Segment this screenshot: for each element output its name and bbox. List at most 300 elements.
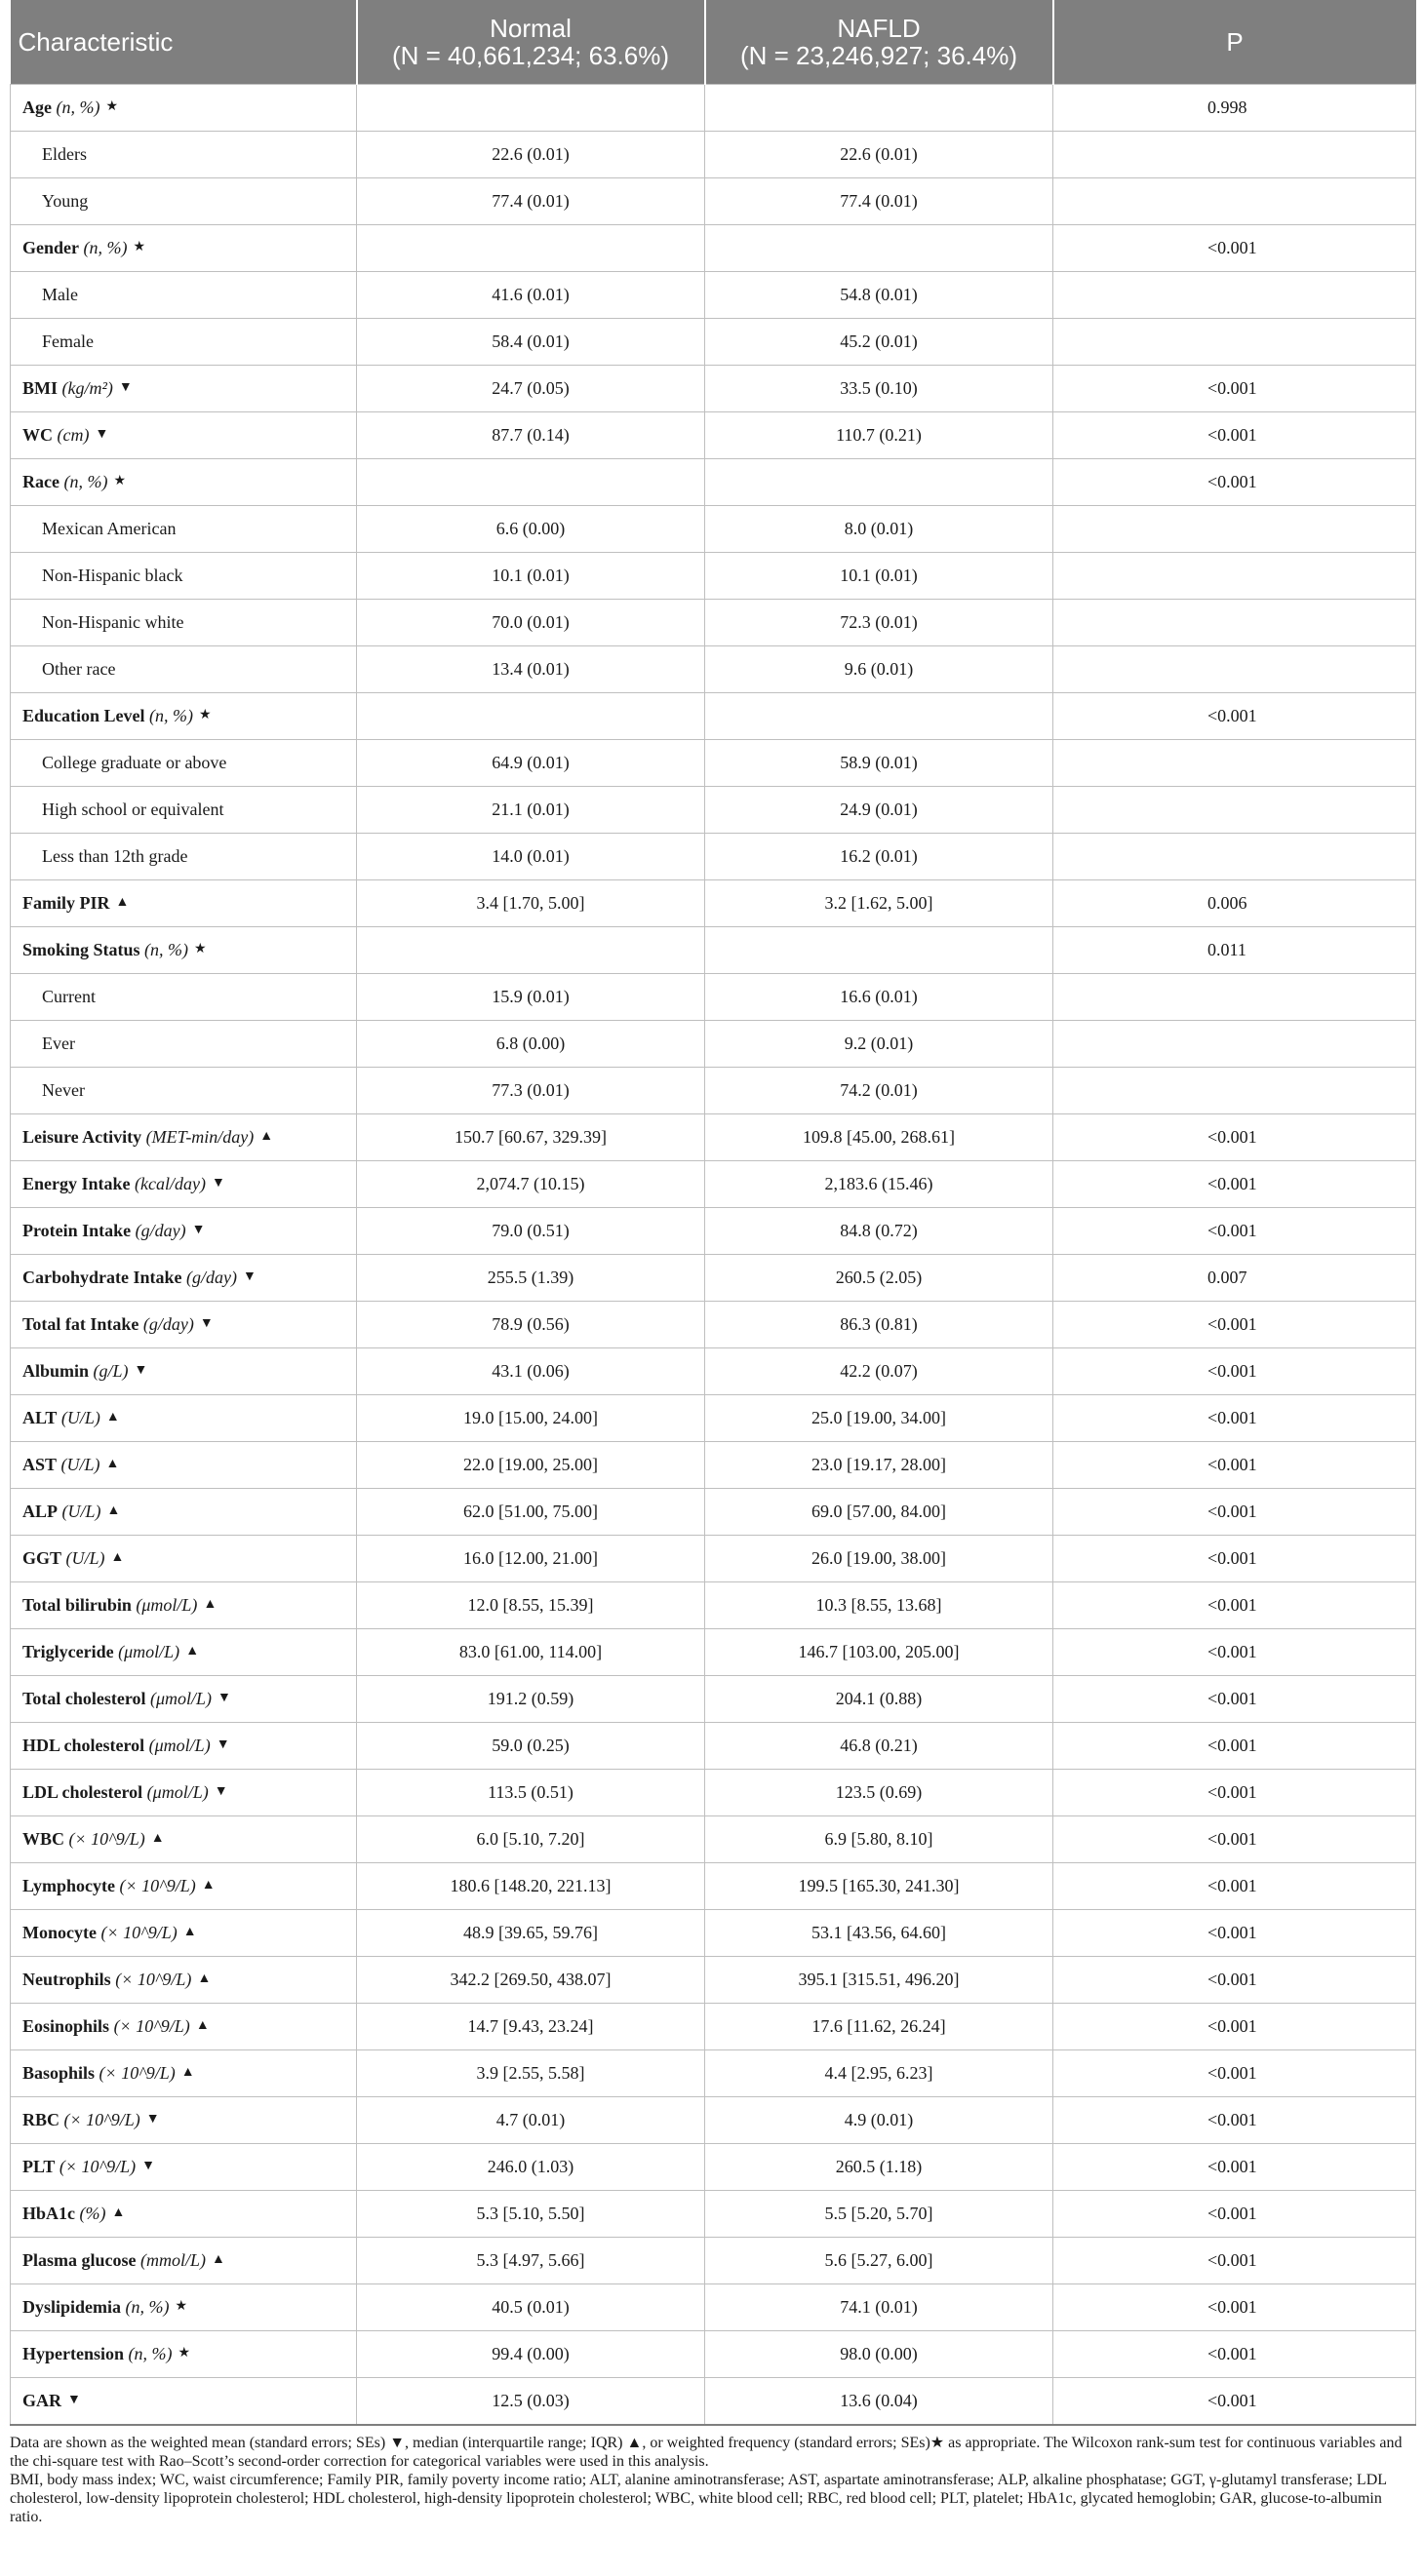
table-row [11, 1629, 1416, 1676]
normal-value-cell: 62.0 [51.00, 75.00] [357, 1489, 705, 1536]
table-body [11, 85, 1416, 2426]
normal-value-cell [357, 225, 705, 272]
row-characteristic-cell [11, 506, 357, 553]
variable-unit: (%) [79, 2204, 106, 2223]
variable-unit: (n, %) [83, 238, 128, 257]
nafld-value-cell: 204.1 (0.88) [705, 1676, 1053, 1723]
statistic-marker-icon: ▼ [191, 1223, 206, 1237]
table-row [11, 2331, 1416, 2378]
subcategory-label: Male [42, 285, 78, 304]
nafld-value-cell: 109.8 [45.00, 268.61] [705, 1114, 1053, 1161]
table-row [11, 2191, 1416, 2238]
normal-value-cell: 14.0 (0.01) [357, 834, 705, 880]
variable-name: PLT [22, 2157, 56, 2176]
statistic-marker-icon: ▲ [106, 1503, 121, 1518]
header-normal-title: Normal [490, 14, 572, 43]
nafld-value-cell: 77.4 (0.01) [705, 178, 1053, 225]
statistic-marker-icon: ★ [199, 708, 212, 722]
variable-unit: (kg/m²) [61, 378, 113, 398]
nafld-value-cell: 74.2 (0.01) [705, 1068, 1053, 1114]
p-value-cell: <0.001 [1053, 1582, 1416, 1629]
normal-value-cell: 10.1 (0.01) [357, 553, 705, 600]
p-value-cell [1053, 272, 1416, 319]
table-row [11, 85, 1416, 132]
p-value-cell: <0.001 [1053, 1816, 1416, 1863]
row-characteristic-cell [11, 2004, 357, 2050]
nafld-value-cell: 25.0 [19.00, 34.00] [705, 1395, 1053, 1442]
nafld-value-cell: 72.3 (0.01) [705, 600, 1053, 646]
row-characteristic-cell [11, 1770, 357, 1816]
table-row [11, 2378, 1416, 2426]
nafld-value-cell: 84.8 (0.72) [705, 1208, 1053, 1255]
normal-value-cell: 2,074.7 (10.15) [357, 1161, 705, 1208]
nafld-value-cell: 5.5 [5.20, 5.70] [705, 2191, 1053, 2238]
normal-value-cell: 77.3 (0.01) [357, 1068, 705, 1114]
statistic-marker-icon: ▼ [118, 380, 133, 395]
table-row [11, 132, 1416, 178]
normal-value-cell: 6.0 [5.10, 7.20] [357, 1816, 705, 1863]
row-characteristic-cell [11, 2144, 357, 2191]
variable-name: Race [22, 472, 59, 491]
normal-value-cell: 3.9 [2.55, 5.58] [357, 2050, 705, 2097]
nafld-value-cell: 6.9 [5.80, 8.10] [705, 1816, 1053, 1863]
variable-name: ALT [22, 1408, 58, 1427]
p-value-cell: <0.001 [1053, 2331, 1416, 2378]
table-row [11, 1348, 1416, 1395]
p-value-cell: <0.001 [1053, 1208, 1416, 1255]
statistic-marker-icon: ▲ [150, 1831, 165, 1846]
table-row [11, 787, 1416, 834]
variable-name: RBC [22, 2110, 60, 2129]
table-row [11, 1021, 1416, 1068]
row-characteristic-cell [11, 2191, 357, 2238]
row-characteristic-cell [11, 366, 357, 412]
nafld-value-cell [705, 225, 1053, 272]
statistic-marker-icon: ▲ [105, 1410, 120, 1425]
normal-value-cell: 12.5 (0.03) [357, 2378, 705, 2426]
table-row [11, 880, 1416, 927]
normal-value-cell: 43.1 (0.06) [357, 1348, 705, 1395]
p-value-cell [1053, 1021, 1416, 1068]
subcategory-label: Current [42, 987, 96, 1006]
normal-value-cell: 13.4 (0.01) [357, 646, 705, 693]
p-value-cell [1053, 506, 1416, 553]
p-value-cell: <0.001 [1053, 1302, 1416, 1348]
variable-unit: (g/day) [135, 1221, 186, 1240]
nafld-value-cell: 53.1 [43.56, 64.60] [705, 1910, 1053, 1957]
notes-methods: Data are shown as the weighted mean (standard errors; SEs) ▼, median (interquartile range; IQR) ▲, or weighted frequency (standard errors; SEs)★ as appropriate. The Wilcoxon rank-sum test for continuous variables and the chi-square test with Rao–Scott’s second-order correction for categorical variables were used in this analysis. [10, 2435, 1403, 2470]
nafld-value-cell: 10.3 [8.55, 13.68] [705, 1582, 1053, 1629]
variable-name: Age [22, 98, 52, 117]
normal-value-cell: 59.0 (0.25) [357, 1723, 705, 1770]
p-value-cell [1053, 600, 1416, 646]
header-characteristic: Characteristic [11, 0, 357, 85]
statistic-marker-icon: ★ [133, 240, 146, 254]
variable-name: Family PIR [22, 893, 110, 913]
normal-value-cell: 58.4 (0.01) [357, 319, 705, 366]
statistic-marker-icon: ▲ [201, 1878, 216, 1893]
table-row [11, 1161, 1416, 1208]
subcategory-label: Mexican American [42, 519, 177, 538]
variable-name: ALP [22, 1502, 58, 1521]
variable-unit: (× 10^9/L) [68, 1829, 145, 1849]
p-value-cell: <0.001 [1053, 2378, 1416, 2426]
subcategory-label: College graduate or above [42, 753, 227, 772]
statistic-marker-icon: ▼ [218, 1691, 231, 1705]
row-characteristic-cell [11, 1863, 357, 1910]
table-row [11, 1723, 1416, 1770]
normal-value-cell: 6.6 (0.00) [357, 506, 705, 553]
statistic-marker-icon: ▲ [259, 1129, 274, 1144]
row-characteristic-cell [11, 1114, 357, 1161]
variable-name: GGT [22, 1548, 62, 1568]
statistic-marker-icon: ★ [105, 99, 119, 114]
nafld-value-cell: 9.6 (0.01) [705, 646, 1053, 693]
row-characteristic-cell [11, 2238, 357, 2284]
row-characteristic-cell [11, 1629, 357, 1676]
nafld-value-cell: 123.5 (0.69) [705, 1770, 1053, 1816]
row-characteristic-cell [11, 1442, 357, 1489]
subcategory-label: Elders [42, 144, 87, 164]
table-row [11, 2050, 1416, 2097]
normal-value-cell: 191.2 (0.59) [357, 1676, 705, 1723]
nafld-value-cell: 16.2 (0.01) [705, 834, 1053, 880]
normal-value-cell: 83.0 [61.00, 114.00] [357, 1629, 705, 1676]
row-characteristic-cell [11, 600, 357, 646]
statistic-marker-icon: ▼ [243, 1269, 257, 1284]
row-characteristic-cell [11, 2050, 357, 2097]
variable-unit: (× 10^9/L) [63, 2110, 140, 2129]
variable-name: Protein Intake [22, 1221, 132, 1240]
row-characteristic-cell [11, 1068, 357, 1114]
row-characteristic-cell [11, 1582, 357, 1629]
statistic-marker-icon: ▼ [95, 427, 109, 442]
normal-value-cell: 4.7 (0.01) [357, 2097, 705, 2144]
subcategory-label: Young [42, 191, 89, 211]
table-row [11, 366, 1416, 412]
nafld-value-cell [705, 693, 1053, 740]
row-characteristic-cell [11, 787, 357, 834]
variable-unit: (μmol/L) [118, 1642, 180, 1661]
normal-value-cell: 21.1 (0.01) [357, 787, 705, 834]
table-row [11, 2238, 1416, 2284]
row-characteristic-cell [11, 1302, 357, 1348]
row-characteristic-cell [11, 459, 357, 506]
p-value-cell: 0.007 [1053, 1255, 1416, 1302]
subcategory-label: Non-Hispanic black [42, 566, 183, 585]
statistic-marker-icon: ▼ [67, 2393, 81, 2407]
normal-value-cell: 15.9 (0.01) [357, 974, 705, 1021]
p-value-cell: <0.001 [1053, 1348, 1416, 1395]
table-row [11, 319, 1416, 366]
normal-value-cell: 87.7 (0.14) [357, 412, 705, 459]
statistic-marker-icon: ▲ [185, 1644, 200, 1659]
row-characteristic-cell [11, 319, 357, 366]
row-characteristic-cell [11, 974, 357, 1021]
table-row [11, 1302, 1416, 1348]
normal-value-cell: 6.8 (0.00) [357, 1021, 705, 1068]
statistic-marker-icon: ▲ [197, 1971, 212, 1986]
variable-name: Total cholesterol [22, 1689, 146, 1708]
variable-unit: (g/day) [142, 1314, 194, 1334]
variable-unit: (U/L) [65, 1548, 105, 1568]
variable-name: Total fat Intake [22, 1314, 139, 1334]
statistic-marker-icon: ▲ [212, 2252, 225, 2267]
normal-value-cell: 78.9 (0.56) [357, 1302, 705, 1348]
normal-value-cell: 40.5 (0.01) [357, 2284, 705, 2331]
variable-unit: (mmol/L) [140, 2250, 206, 2270]
variable-unit: (n, %) [149, 706, 193, 725]
nafld-value-cell: 10.1 (0.01) [705, 553, 1053, 600]
statistic-marker-icon: ▼ [145, 2112, 160, 2127]
p-value-cell: <0.001 [1053, 412, 1416, 459]
p-value-cell [1053, 974, 1416, 1021]
statistic-marker-icon: ▼ [141, 2159, 155, 2173]
normal-value-cell: 342.2 [269.50, 438.07] [357, 1957, 705, 2004]
normal-value-cell: 22.6 (0.01) [357, 132, 705, 178]
table-row [11, 1863, 1416, 1910]
nafld-value-cell: 16.6 (0.01) [705, 974, 1053, 1021]
variable-name: Total bilirubin [22, 1595, 132, 1615]
nafld-value-cell: 4.9 (0.01) [705, 2097, 1053, 2144]
table-notes [10, 2434, 1415, 2526]
table-row [11, 1957, 1416, 2004]
p-value-cell: <0.001 [1053, 1161, 1416, 1208]
p-value-cell [1053, 834, 1416, 880]
table-row [11, 1676, 1416, 1723]
normal-value-cell: 180.6 [148.20, 221.13] [357, 1863, 705, 1910]
statistic-marker-icon: ★ [178, 2346, 191, 2361]
statistic-marker-icon: ▲ [115, 895, 130, 910]
variable-unit: (n, %) [56, 98, 100, 117]
variable-unit: (n, %) [144, 940, 189, 959]
p-value-cell: <0.001 [1053, 1676, 1416, 1723]
variable-name: WBC [22, 1829, 65, 1849]
p-value-cell [1053, 646, 1416, 693]
table-row [11, 927, 1416, 974]
nafld-value-cell: 110.7 (0.21) [705, 412, 1053, 459]
table-row [11, 974, 1416, 1021]
normal-value-cell: 5.3 [4.97, 5.66] [357, 2238, 705, 2284]
row-characteristic-cell [11, 2284, 357, 2331]
normal-value-cell: 70.0 (0.01) [357, 600, 705, 646]
nafld-value-cell: 98.0 (0.00) [705, 2331, 1053, 2378]
statistic-marker-icon: ▲ [111, 2205, 126, 2220]
row-characteristic-cell [11, 553, 357, 600]
table-row [11, 506, 1416, 553]
statistic-marker-icon: ▲ [182, 1925, 197, 1939]
nafld-value-cell: 74.1 (0.01) [705, 2284, 1053, 2331]
p-value-cell [1053, 178, 1416, 225]
p-value-cell: <0.001 [1053, 2050, 1416, 2097]
variable-name: Smoking Status [22, 940, 140, 959]
table-row [11, 2144, 1416, 2191]
row-characteristic-cell [11, 225, 357, 272]
p-value-cell: <0.001 [1053, 2238, 1416, 2284]
p-value-cell: <0.001 [1053, 1770, 1416, 1816]
p-value-cell: <0.001 [1053, 2144, 1416, 2191]
variable-name: Albumin [22, 1361, 90, 1381]
normal-value-cell: 246.0 (1.03) [357, 2144, 705, 2191]
subcategory-label: Less than 12th grade [42, 846, 188, 866]
subcategory-label: Never [42, 1080, 85, 1100]
normal-value-cell [357, 459, 705, 506]
table-row [11, 2284, 1416, 2331]
row-characteristic-cell [11, 132, 357, 178]
normal-value-cell: 22.0 [19.00, 25.00] [357, 1442, 705, 1489]
row-characteristic-cell [11, 1910, 357, 1957]
nafld-value-cell [705, 927, 1053, 974]
nafld-value-cell: 86.3 (0.81) [705, 1302, 1053, 1348]
table-row [11, 693, 1416, 740]
nafld-value-cell: 69.0 [57.00, 84.00] [705, 1489, 1053, 1536]
p-value-cell [1053, 553, 1416, 600]
statistic-marker-icon: ▼ [216, 1737, 230, 1752]
variable-name: Gender [22, 238, 79, 257]
normal-value-cell: 79.0 (0.51) [357, 1208, 705, 1255]
subcategory-label: Ever [42, 1034, 75, 1053]
normal-value-cell: 77.4 (0.01) [357, 178, 705, 225]
header-nafld-title: NAFLD [837, 14, 921, 43]
nafld-value-cell: 260.5 (2.05) [705, 1255, 1053, 1302]
nafld-value-cell: 5.6 [5.27, 6.00] [705, 2238, 1053, 2284]
variable-name: Hypertension [22, 2344, 125, 2363]
statistic-marker-icon: ▲ [110, 1550, 125, 1565]
p-value-cell: <0.001 [1053, 459, 1416, 506]
statistic-marker-icon: ▲ [203, 1597, 218, 1612]
variable-unit: (MET-min/day) [145, 1127, 255, 1147]
variable-unit: (× 10^9/L) [59, 2157, 137, 2176]
variable-name: HDL cholesterol [22, 1736, 145, 1755]
normal-value-cell [357, 85, 705, 132]
variable-unit: (n, %) [63, 472, 108, 491]
row-characteristic-cell [11, 178, 357, 225]
row-characteristic-cell [11, 1395, 357, 1442]
p-value-cell: <0.001 [1053, 1114, 1416, 1161]
variable-name: Leisure Activity [22, 1127, 142, 1147]
normal-value-cell [357, 927, 705, 974]
variable-unit: (× 10^9/L) [113, 2016, 190, 2036]
nafld-value-cell: 45.2 (0.01) [705, 319, 1053, 366]
nafld-value-cell: 33.5 (0.10) [705, 366, 1053, 412]
variable-name: Plasma glucose [22, 2250, 137, 2270]
row-characteristic-cell [11, 1536, 357, 1582]
variable-unit: (g/L) [93, 1361, 129, 1381]
nafld-value-cell: 42.2 (0.07) [705, 1348, 1053, 1395]
table-row [11, 2004, 1416, 2050]
p-value-cell [1053, 787, 1416, 834]
nafld-value-cell: 13.6 (0.04) [705, 2378, 1053, 2426]
header-p: P [1053, 0, 1416, 85]
p-value-cell: <0.001 [1053, 225, 1416, 272]
statistic-marker-icon: ▼ [211, 1176, 225, 1190]
table-row [11, 1208, 1416, 1255]
normal-value-cell: 150.7 [60.67, 329.39] [357, 1114, 705, 1161]
row-characteristic-cell [11, 2378, 357, 2426]
variable-name: Neutrophils [22, 1970, 111, 1989]
statistic-marker-icon: ▼ [134, 1363, 148, 1378]
nafld-value-cell: 4.4 [2.95, 6.23] [705, 2050, 1053, 2097]
p-value-cell: <0.001 [1053, 1442, 1416, 1489]
statistic-marker-icon: ★ [194, 942, 207, 956]
variable-name: Eosinophils [22, 2016, 110, 2036]
variable-name: AST [22, 1455, 58, 1474]
p-value-cell: <0.001 [1053, 1723, 1416, 1770]
table-row [11, 412, 1416, 459]
nafld-value-cell: 395.1 [315.51, 496.20] [705, 1957, 1053, 2004]
p-value-cell [1053, 740, 1416, 787]
row-characteristic-cell [11, 85, 357, 132]
normal-value-cell: 48.9 [39.65, 59.76] [357, 1910, 705, 1957]
variable-unit: (× 10^9/L) [100, 1923, 178, 1942]
table-container [10, 0, 1415, 2526]
p-value-cell [1053, 132, 1416, 178]
normal-value-cell: 19.0 [15.00, 24.00] [357, 1395, 705, 1442]
table-row [11, 225, 1416, 272]
table-row [11, 1255, 1416, 1302]
normal-value-cell: 64.9 (0.01) [357, 740, 705, 787]
variable-name: Education Level [22, 706, 145, 725]
p-value-cell: <0.001 [1053, 2097, 1416, 2144]
table-row [11, 1536, 1416, 1582]
table-row [11, 178, 1416, 225]
variable-name: Triglyceride [22, 1642, 114, 1661]
nafld-value-cell: 58.9 (0.01) [705, 740, 1053, 787]
nafld-value-cell: 8.0 (0.01) [705, 506, 1053, 553]
variable-unit: (× 10^9/L) [119, 1876, 196, 1895]
row-characteristic-cell [11, 1816, 357, 1863]
nafld-value-cell: 2,183.6 (15.46) [705, 1161, 1053, 1208]
row-characteristic-cell [11, 1957, 357, 2004]
variable-unit: (n, %) [128, 2344, 173, 2363]
p-value-cell: 0.011 [1053, 927, 1416, 974]
variable-unit: (g/day) [186, 1268, 237, 1287]
row-characteristic-cell [11, 1021, 357, 1068]
normal-value-cell: 113.5 (0.51) [357, 1770, 705, 1816]
normal-value-cell: 3.4 [1.70, 5.00] [357, 880, 705, 927]
statistic-marker-icon: ▲ [105, 1457, 120, 1471]
table-row [11, 740, 1416, 787]
variable-unit: (μmol/L) [146, 1782, 209, 1802]
statistic-marker-icon: ▲ [195, 2018, 210, 2033]
row-characteristic-cell [11, 1676, 357, 1723]
variable-name: BMI [22, 378, 58, 398]
row-characteristic-cell [11, 834, 357, 880]
normal-value-cell: 41.6 (0.01) [357, 272, 705, 319]
variable-unit: (μmol/L) [148, 1736, 211, 1755]
nafld-value-cell: 23.0 [19.17, 28.00] [705, 1442, 1053, 1489]
variable-unit: (n, %) [125, 2297, 170, 2317]
normal-value-cell: 24.7 (0.05) [357, 366, 705, 412]
variable-unit: (kcal/day) [135, 1174, 206, 1193]
variable-unit: (μmol/L) [136, 1595, 198, 1615]
header-nafld [705, 0, 1053, 85]
statistic-marker-icon: ★ [113, 474, 127, 488]
table-row [11, 272, 1416, 319]
p-value-cell: <0.001 [1053, 2191, 1416, 2238]
header-normal [357, 0, 705, 85]
header-nafld-count: (N = 23,246,927; 36.4%) [739, 41, 1018, 70]
table-row [11, 1770, 1416, 1816]
normal-value-cell: 255.5 (1.39) [357, 1255, 705, 1302]
p-value-cell: <0.001 [1053, 2284, 1416, 2331]
p-value-cell [1053, 1068, 1416, 1114]
nafld-value-cell: 24.9 (0.01) [705, 787, 1053, 834]
table-row [11, 1816, 1416, 1863]
nafld-value-cell: 22.6 (0.01) [705, 132, 1053, 178]
nafld-value-cell: 46.8 (0.21) [705, 1723, 1053, 1770]
variable-name: HbA1c [22, 2204, 75, 2223]
